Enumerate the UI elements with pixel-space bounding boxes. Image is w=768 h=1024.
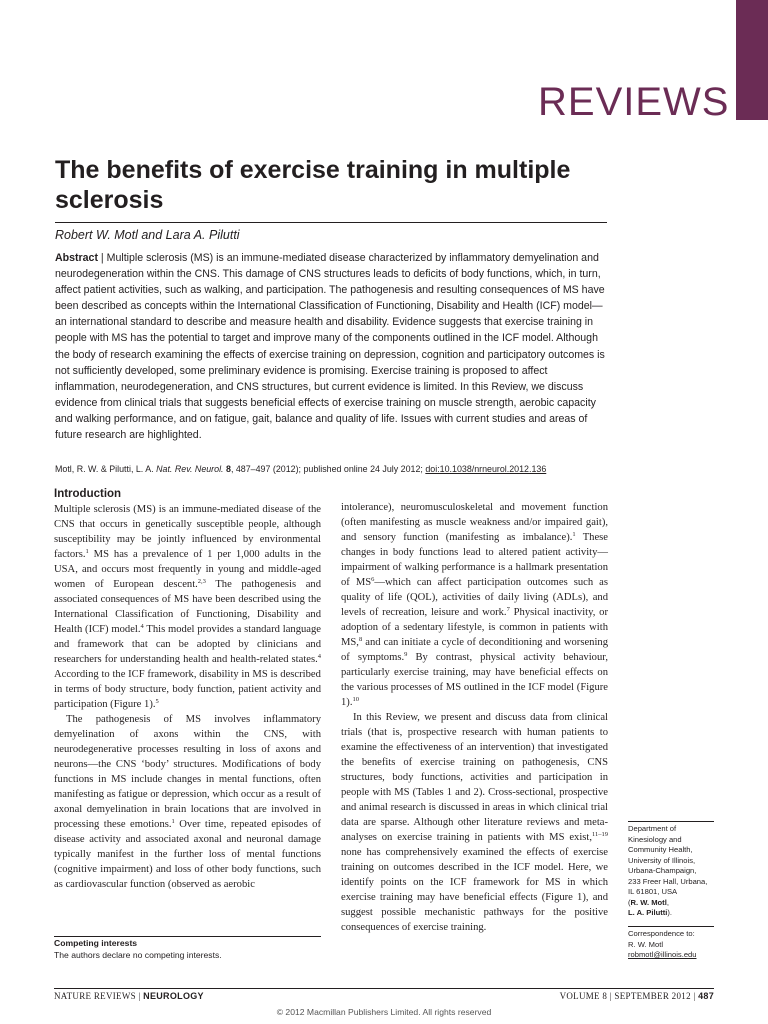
title-divider: [55, 222, 607, 223]
correspondence-email-link[interactable]: robmotl@illinois.edu: [628, 950, 697, 959]
abstract-separator: |: [97, 252, 107, 264]
correspondence-block: [628, 929, 718, 961]
section-heading-introduction: Introduction: [54, 488, 122, 500]
affiliation-divider: [628, 821, 714, 822]
footer-journal: NATURE REVIEWS | NEUROLOGY: [54, 991, 204, 1001]
article-title: The benefits of exercise training in multiple sclerosis: [55, 156, 571, 214]
article-authors: Robert W. Motl and Lara A. Pilutti: [55, 228, 240, 242]
competing-interests-heading: Competing interests: [54, 938, 138, 948]
correspondence-heading: Correspondence to:: [628, 929, 695, 938]
abstract-label: Abstract: [55, 252, 98, 264]
body-column-left: [54, 487, 321, 892]
copyright-notice: © 2012 Macmillan Publishers Limited. All rights reserved: [276, 1007, 492, 1017]
paragraph: intolerance), neuromusculoskeletal and movement function (often manifesting as muscle weakness and/or impaired gait), and sensory function (manifesting as imbalance).$^1$ These changes in body functions lead to altered patient activity—impairment of walking performance is a hallmark presentation of $MS^6—which$ can affect participation outcomes such as quality of life (QOL), activities of daily living (ADLs), and levels of recreation, leisure and work.$^7$ Physical inactivity, or adoption of a sedentary lifestyle, is common in patients with MS,$^8$ and can initiate a cycle of deconditioning and worsening of symptoms.$^9$ By contrast, physical activity behaviour, particularly exercise training, may have beneficial effects on the various processes of MS outlined in the ICF model (Figure 1).$^{10}$: [341, 502, 608, 708]
section-label: REVIEWS: [538, 80, 730, 124]
footer-divider: [54, 988, 714, 989]
citation-volume: 8: [223, 464, 231, 474]
correspondence-name: R. W. Motl: [628, 939, 664, 949]
section-color-bar: [736, 0, 768, 120]
footer-volume-page: VOLUME 8 | SEPTEMBER 2012 | 487: [559, 991, 714, 1001]
competing-divider: [54, 936, 321, 937]
citation-details: , 487–497 (2012); published online 24 July 2012;: [230, 464, 426, 474]
citation-line: [55, 463, 615, 475]
paragraph: In this Review, we present and discuss data from clinical trials (that is, prospective research with human patients to examine the effectiveness of an intervention) that investigated the benefits of exercise training on pathogenesis, CNS structures, body functions, activities and participation in people with MS (Tables 1 and 2). Cross-sectional, prospective and animal research is discussed in areas in which clinical trial data are sparse. Although other literature reviews and meta-analyses on exercise training in patients with MS exist,$^{11-19}$ none has comprehensively examined the effects of exercise training on outcomes described in the ICF model. Here, we identify points on the ICF framework for MS in which exercise training may have beneficial effects (Figure 1), and suggest possible mechanistic pathways for the positive consequences of exercise training.: [341, 712, 608, 933]
citation-doi-link[interactable]: doi:10.1038/nrneurol.2012.136: [425, 464, 547, 474]
citation-journal: Nat. Rev. Neurol.: [156, 464, 224, 474]
page-number: 487: [698, 991, 714, 1001]
body-column-right: [341, 500, 608, 935]
paragraph: Multiple sclerosis (MS) is an immune-mediated disease of the CNS that occurs in genetically susceptible people, although susceptibility may be jointly influenced by environmental factors.$^1$ MS has a prevalence of 1 per 1,000 adults in the USA, and occurs most frequently in young and middle-aged women of European descent.$^{2,3}$ The pathogenesis and associated consequences of MS have been described using the International Classification of Functioning, Disability and Health (ICF) model.$^4$ This model provides a standard language and framework that can be adopted by clinicians and researchers for understanding health and health-related states.$^4$ According to the ICF framework, disability in MS is described in terms of body structure, body function, patient activity and participation (Figure 1).$^5$: [54, 504, 321, 710]
abstract-text: Multiple sclerosis (MS) is an immune-mediated disease characterized by inflammatory demyelination and neurodegeneration within the CNS. This damage of CNS structures leads to deficits of body functions, which, in turn, affect patient activities, such as walking, and participation. The pathogenesis and resulting consequences of MS have been described as concepts within the International Classification of Functioning, Disability and Health (ICF) model—an international standard to describe and measure health and disability. Evidence suggests that exercise training in people with MS has the potential to target and improve many of the components outlined in the ICF model. Although the body of research examining the effects of exercise training on depression, cognition and participatory outcomes is not sufficiently developed, some preliminary evidence is promising. Exercise training is proposed to affect inflammation, neurodegeneration, and CNS structures, but current evidence is limited. In this Review, we discuss evidence from clinical trials that suggests beneficial effects of exercise training on muscle strength, aerobic capacity and walking performance, and on fatigue, gait, balance and quality of life. Issues with current studies and areas of future research are highlighted.: [55, 252, 605, 442]
correspondence-divider: [628, 926, 714, 927]
abstract: [55, 250, 607, 443]
competing-interests-text: The authors declare no competing interests.: [54, 950, 222, 960]
citation-authors: Motl, R. W. & Pilutti, L. A.: [55, 464, 157, 474]
paragraph: The pathogenesis of MS involves inflammatory demyelination of axons within the CNS, with neurodegenerative processes resulting in loss of axons and neurons—the CNS ‘body’ structures. Modifications of body functions in MS include changes in mental functions, often manifesting as fatigue or depression, which occur as a result of axonal demyelination in brain locations that are involved in processing these emotions.$^1$ Over time, repeated episodes of disease activity and associated axonal and neuronal damage typically manifest in the further loss of mental functions (cognitive impairment) and loss of other body functions, such as cardiovascular function (observed as aerobic: [54, 714, 321, 890]
affiliation-block: Department of Kinesiology and Community Health, University of Illinois, Urbana-Champaign, 233 Freer Hall, Urbana, IL 61801, USA (R. W. Motl, L. A. Pilutti).: [628, 824, 708, 917]
